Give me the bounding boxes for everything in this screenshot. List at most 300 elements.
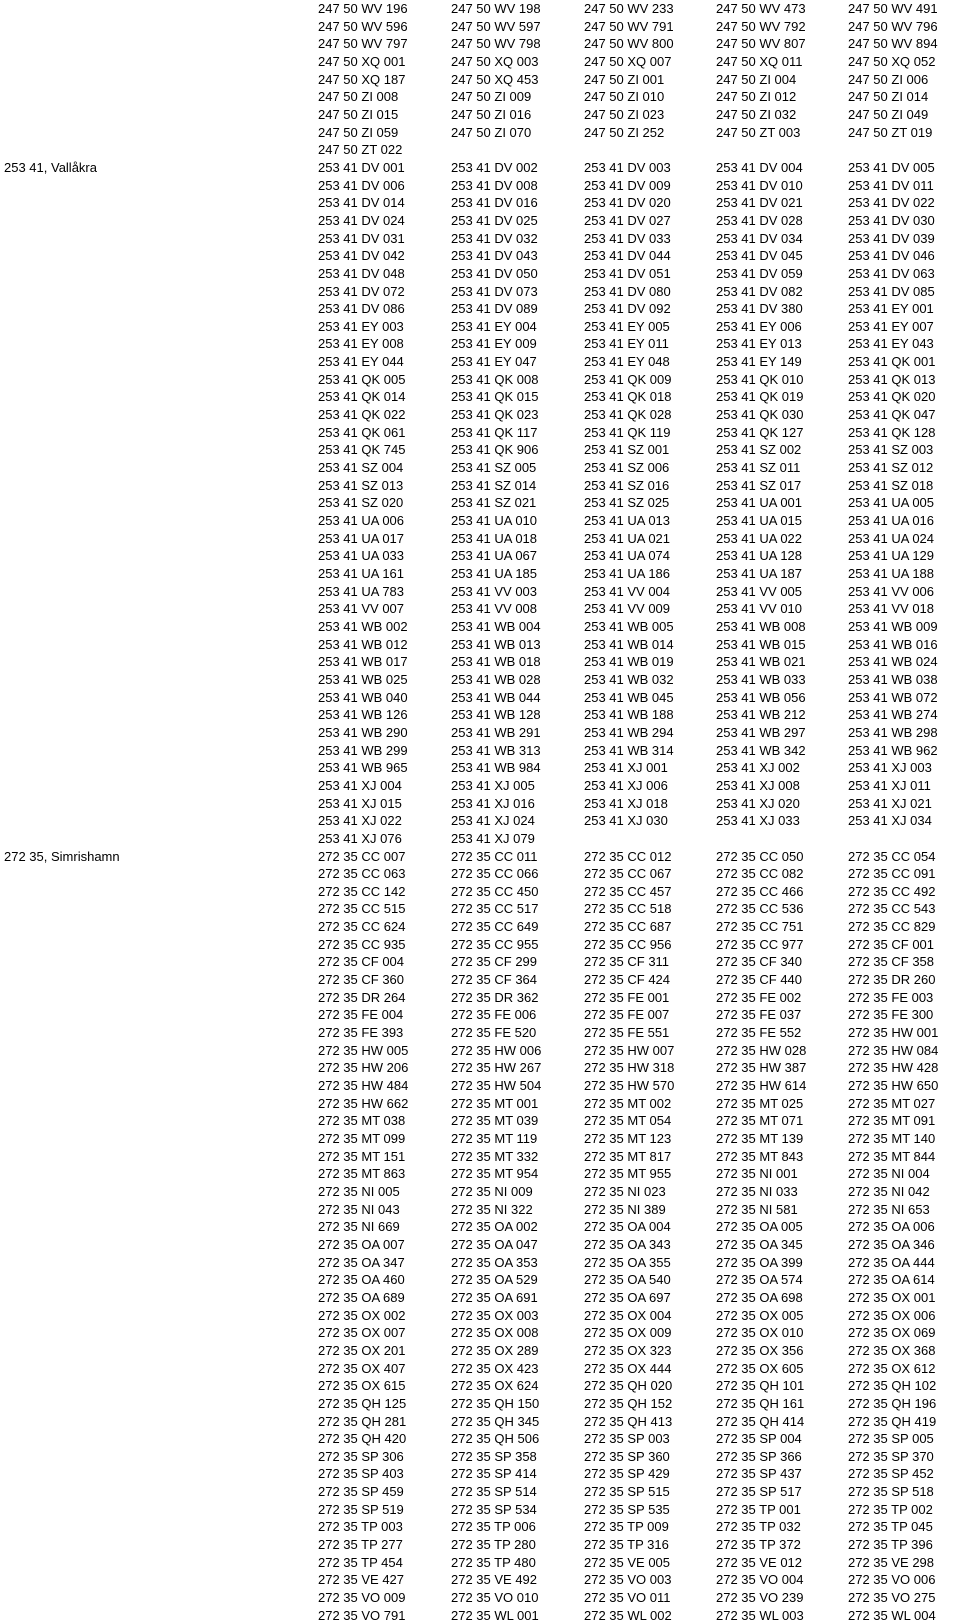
code-cell: 272 35 SP 534 (451, 1501, 537, 1517)
code-cell: 272 35 SP 414 (451, 1466, 537, 1482)
code-cell: 253 41 DV 043 (451, 248, 538, 264)
table-row (0, 1307, 960, 1325)
code-cell: 253 41 QK 008 (451, 371, 539, 387)
table-row (0, 1342, 960, 1360)
code-cell: 272 35 SP 005 (848, 1431, 934, 1447)
code-cell: 253 41 UA 001 (716, 495, 803, 511)
code-cell: 247 50 WV 800 (584, 36, 674, 52)
code-cell: 272 35 NI 004 (848, 1166, 930, 1182)
table-row (0, 1518, 960, 1536)
code-cell: 253 41 UA 021 (584, 530, 671, 546)
table-row (0, 371, 960, 389)
table-row (0, 1148, 960, 1166)
code-cell: 272 35 FE 552 (716, 1025, 802, 1041)
table-row (0, 1536, 960, 1554)
table-row (0, 1024, 960, 1042)
code-cell: 272 35 CF 311 (584, 954, 670, 970)
code-cell: 272 35 CC 751 (716, 919, 804, 935)
code-cell: 253 41 WB 013 (451, 636, 541, 652)
code-cell: 272 35 SP 403 (318, 1466, 404, 1482)
code-cell: 272 35 QH 161 (716, 1395, 805, 1411)
code-cell: 272 35 MT 332 (451, 1148, 539, 1164)
code-cell: 253 41 VV 009 (584, 601, 671, 617)
code-cell: 272 35 OX 069 (848, 1325, 936, 1341)
table-row (0, 1289, 960, 1307)
code-cell: 253 41 WB 299 (318, 742, 408, 758)
code-cell: 272 35 TP 003 (318, 1519, 403, 1535)
code-cell: 253 41 VV 007 (318, 601, 405, 617)
code-cell: 253 41 WB 056 (716, 689, 806, 705)
code-cell: 272 35 QH 150 (451, 1395, 540, 1411)
code-cell: 253 41 QK 009 (584, 371, 672, 387)
code-cell: 272 35 TP 316 (584, 1537, 669, 1553)
code-cell: 253 41 DV 085 (848, 283, 935, 299)
code-cell: 272 35 CC 492 (848, 883, 936, 899)
code-cell: 272 35 TP 280 (451, 1537, 536, 1553)
code-cell: 253 41 UA 187 (716, 566, 803, 581)
code-cell: 272 35 OA 353 (451, 1254, 538, 1270)
table-row (0, 1360, 960, 1378)
table-row (0, 1254, 960, 1272)
code-cell: 272 35 SP 459 (318, 1484, 404, 1500)
code-cell: 253 41 WB 040 (318, 689, 408, 705)
code-cell: 247 50 ZI 070 (451, 124, 532, 140)
code-cell: 253 41 UA 022 (716, 530, 803, 546)
code-cell: 247 50 ZI 015 (318, 106, 399, 122)
code-cell: 253 41 WB 017 (318, 654, 408, 670)
table-row (0, 724, 960, 742)
code-cell: 272 35 DR 264 (318, 989, 406, 1005)
code-cell: 247 50 WV 596 (318, 18, 408, 34)
table-row (0, 900, 960, 918)
code-cell: 272 35 OX 004 (584, 1307, 672, 1323)
code-cell: 272 35 HW 662 (318, 1095, 409, 1111)
code-cell: 253 41 XJ 076 (318, 830, 402, 846)
code-cell: 253 41 QK 019 (716, 389, 804, 405)
code-cell: 272 35 CC 082 (716, 866, 804, 882)
code-cell: 272 35 CC 466 (716, 883, 804, 899)
code-cell: 247 50 XQ 052 (848, 53, 936, 69)
code-cell: 272 35 OX 368 (848, 1342, 936, 1358)
code-cell: 253 41 DV 002 (451, 159, 538, 175)
table-row (0, 106, 960, 124)
code-cell: 272 35 CC 515 (318, 901, 406, 917)
table-row (0, 618, 960, 636)
code-cell: 253 41 VV 006 (848, 583, 935, 599)
code-cell: 272 35 TP 045 (848, 1519, 933, 1535)
code-cell: 247 50 WV 196 (318, 1, 408, 16)
code-cell: 253 41 DV 001 (318, 159, 405, 175)
code-cell: 253 41 XJ 034 (848, 813, 932, 829)
code-cell: 272 35 HW 504 (451, 1078, 542, 1094)
code-cell: 253 41 WB 126 (318, 707, 408, 723)
code-cell: 253 41 QK 047 (848, 407, 936, 423)
code-cell: 272 35 CC 012 (584, 848, 672, 864)
code-cell: 272 35 CC 050 (716, 848, 804, 864)
code-cell: 272 35 MT 039 (451, 1113, 539, 1129)
code-cell: 272 35 OA 444 (848, 1254, 935, 1270)
code-cell: 253 41 QK 119 (584, 424, 671, 440)
code-cell: 272 35 TP 002 (848, 1501, 933, 1517)
code-cell: 253 41 UA 161 (318, 566, 405, 581)
code-cell: 253 41 DV 003 (584, 159, 671, 175)
code-cell: 272 35 OX 624 (451, 1378, 539, 1394)
code-cell: 272 35 OA 343 (584, 1236, 671, 1252)
code-cell: 272 35 FE 004 (318, 1007, 404, 1023)
table-row (0, 971, 960, 989)
place-label: 253 41, Vallåkra (4, 159, 97, 175)
table-row (0, 1165, 960, 1183)
code-cell: 272 35 VO 239 (716, 1590, 804, 1606)
code-cell: 253 41 EY 006 (716, 318, 802, 334)
table-row (0, 989, 960, 1007)
table-row (0, 706, 960, 724)
table-row (0, 936, 960, 954)
code-cell: 253 41 WB 298 (848, 724, 938, 740)
code-cell: 272 35 HW 428 (848, 1060, 939, 1076)
code-cell: 253 41 WB 008 (716, 618, 806, 634)
code-cell: 272 35 VE 492 (451, 1572, 538, 1588)
code-cell: 253 41 EY 044 (318, 354, 404, 370)
code-cell: 247 50 ZI 006 (848, 71, 929, 87)
table-row (0, 1377, 960, 1395)
table-row (0, 230, 960, 248)
table-row (0, 0, 960, 18)
code-cell: 272 35 TP 009 (584, 1519, 669, 1535)
code-cell: 247 50 WV 597 (451, 18, 541, 34)
code-cell: 272 35 OX 323 (584, 1342, 672, 1358)
code-cell: 253 41 QK 745 (318, 442, 406, 458)
code-cell: 253 41 WB 274 (848, 707, 938, 723)
code-cell: 272 35 OX 007 (318, 1325, 406, 1341)
code-cell: 272 35 OX 356 (716, 1342, 804, 1358)
code-cell: 272 35 CF 340 (716, 954, 803, 970)
code-cell: 253 41 SZ 002 (716, 442, 802, 458)
code-cell: 253 41 DV 027 (584, 212, 671, 228)
code-cell: 253 41 SZ 003 (848, 442, 934, 458)
table-row (0, 283, 960, 301)
code-cell: 253 41 UA 186 (584, 566, 671, 581)
code-cell: 253 41 XJ 030 (584, 813, 668, 829)
code-cell: 253 41 SZ 016 (584, 477, 670, 493)
code-cell: 272 35 OA 691 (451, 1289, 538, 1305)
table-row (0, 1430, 960, 1448)
code-cell: 253 41 XJ 020 (716, 795, 800, 811)
code-cell: 253 41 UA 005 (848, 495, 935, 511)
table-row (0, 918, 960, 936)
code-cell: 253 41 DV 063 (848, 265, 935, 281)
code-cell: 272 35 FE 393 (318, 1025, 404, 1041)
code-cell: 272 35 OX 423 (451, 1360, 539, 1376)
code-cell: 253 41 WB 024 (848, 654, 938, 670)
code-cell: 253 41 WB 044 (451, 689, 541, 705)
code-cell: 272 35 OA 689 (318, 1289, 405, 1305)
code-cell: 272 35 OA 006 (848, 1219, 935, 1235)
code-cell: 272 35 HW 387 (716, 1060, 807, 1076)
code-cell: 272 35 MT 025 (716, 1095, 804, 1111)
code-cell: 272 35 QH 345 (451, 1413, 540, 1429)
table-row (0, 424, 960, 442)
table-row (0, 565, 960, 583)
code-cell: 272 35 NI 653 (848, 1201, 930, 1217)
code-cell: 272 35 OA 005 (716, 1219, 803, 1235)
code-cell: 272 35 CC 536 (716, 901, 804, 917)
code-cell: 272 35 SP 535 (584, 1501, 670, 1517)
code-cell: 253 41 WB 028 (451, 671, 541, 687)
code-cell: 272 35 MT 955 (584, 1166, 672, 1182)
code-cell: 272 35 VO 011 (584, 1590, 671, 1606)
table-row (0, 953, 960, 971)
code-cell: 272 35 SP 366 (716, 1448, 802, 1464)
code-cell: 272 35 WL 001 (451, 1607, 539, 1623)
code-cell: 253 41 XJ 024 (451, 813, 535, 829)
table-row (0, 583, 960, 601)
code-cell: 253 41 SZ 012 (848, 460, 934, 476)
code-cell: 253 41 DV 004 (716, 159, 803, 175)
table-row (0, 1448, 960, 1466)
code-cell: 253 41 DV 050 (451, 265, 538, 281)
table-row (0, 1183, 960, 1201)
code-cell: 253 41 WB 072 (848, 689, 938, 705)
code-cell: 247 50 ZT 019 (848, 124, 933, 140)
code-cell: 272 35 NI 581 (716, 1201, 798, 1217)
code-cell: 253 41 DV 028 (716, 212, 803, 228)
code-cell: 247 50 ZI 014 (848, 89, 929, 105)
code-cell: 253 41 WB 294 (584, 724, 674, 740)
code-cell: 253 41 DV 024 (318, 212, 405, 228)
code-cell: 253 41 EY 009 (451, 336, 537, 352)
code-cell: 253 41 DV 080 (584, 283, 671, 299)
code-cell: 272 35 OA 355 (584, 1254, 671, 1270)
code-cell: 253 41 XJ 033 (716, 813, 800, 829)
code-cell: 253 41 QK 005 (318, 371, 406, 387)
table-row (0, 1095, 960, 1113)
code-cell: 253 41 WB 004 (451, 618, 541, 634)
table-row (0, 141, 960, 159)
code-cell: 253 41 VV 010 (716, 601, 803, 617)
code-cell: 247 50 ZI 012 (716, 89, 797, 105)
code-cell: 253 41 UA 006 (318, 513, 405, 529)
code-cell: 272 35 CF 364 (451, 972, 538, 988)
code-cell: 272 35 MT 863 (318, 1166, 406, 1182)
code-cell: 272 35 SP 358 (451, 1448, 537, 1464)
code-cell: 253 41 WB 291 (451, 724, 541, 740)
code-cell: 272 35 SP 519 (318, 1501, 404, 1517)
code-cell: 253 41 WB 045 (584, 689, 674, 705)
code-cell: 272 35 CC 011 (451, 848, 538, 864)
code-cell: 253 41 DV 033 (584, 230, 671, 246)
code-cell: 253 41 XJ 021 (848, 795, 932, 811)
code-cell: 253 41 SZ 005 (451, 460, 537, 476)
code-cell: 253 41 XJ 016 (451, 795, 535, 811)
code-cell: 253 41 QK 018 (584, 389, 672, 405)
code-cell: 272 35 OX 010 (716, 1325, 804, 1341)
code-cell: 253 41 WB 188 (584, 707, 674, 723)
code-cell: 272 35 MT 027 (848, 1095, 936, 1111)
code-cell: 253 41 SZ 014 (451, 477, 537, 493)
table-row (0, 1501, 960, 1519)
code-cell: 253 41 EY 003 (318, 318, 404, 334)
code-cell: 247 50 ZI 049 (848, 106, 929, 122)
code-cell: 272 35 MT 843 (716, 1148, 804, 1164)
code-cell: 253 41 SZ 025 (584, 495, 670, 511)
code-cell: 272 35 CF 360 (318, 972, 405, 988)
code-cell: 272 35 MT 071 (716, 1113, 804, 1129)
code-cell: 272 35 OX 001 (848, 1289, 936, 1305)
code-cell: 253 41 VV 018 (848, 601, 935, 617)
code-cell: 253 41 EY 043 (848, 336, 934, 352)
table-row (0, 653, 960, 671)
code-cell: 272 35 QH 506 (451, 1431, 540, 1447)
code-cell: 272 35 CC 142 (318, 883, 406, 899)
code-cell: 272 35 DR 260 (848, 972, 936, 988)
code-cell: 272 35 OX 201 (318, 1342, 406, 1358)
code-cell: 272 35 SP 003 (584, 1431, 670, 1447)
code-cell: 253 41 EY 007 (848, 318, 934, 334)
code-cell: 272 35 HW 650 (848, 1078, 939, 1094)
table-row (0, 830, 960, 848)
code-cell: 253 41 DV 032 (451, 230, 538, 246)
code-cell: 272 35 OX 615 (318, 1378, 406, 1394)
table-row (0, 494, 960, 512)
code-cell: 272 35 CC 091 (848, 866, 936, 882)
code-cell: 253 41 SZ 018 (848, 477, 934, 493)
code-cell: 247 50 ZI 023 (584, 106, 665, 122)
code-cell: 253 41 QK 030 (716, 407, 804, 423)
table-row (0, 1077, 960, 1095)
table-row (0, 18, 960, 36)
code-cell: 272 35 VE 298 (848, 1554, 935, 1570)
code-cell: 272 35 HW 267 (451, 1060, 542, 1076)
code-cell: 272 35 VO 010 (451, 1590, 539, 1606)
code-cell: 247 50 WV 796 (848, 18, 938, 34)
code-cell: 247 50 ZI 059 (318, 124, 399, 140)
code-cell: 247 50 WV 894 (848, 36, 938, 52)
code-cell: 272 35 CC 457 (584, 883, 672, 899)
table-row (0, 300, 960, 318)
code-cell: 272 35 FE 520 (451, 1025, 537, 1041)
code-cell: 272 35 QH 152 (584, 1395, 673, 1411)
code-cell: 272 35 TP 396 (848, 1537, 933, 1553)
table-row (0, 159, 960, 177)
code-cell: 253 41 UA 188 (848, 566, 935, 581)
code-cell: 253 41 QK 028 (584, 407, 672, 423)
code-cell: 272 35 SP 514 (451, 1484, 537, 1500)
code-cell: 247 50 WV 198 (451, 1, 541, 16)
code-cell: 272 35 MT 844 (848, 1148, 936, 1164)
code-cell: 272 35 MT 001 (451, 1095, 539, 1111)
code-cell: 247 50 ZI 252 (584, 124, 665, 140)
code-cell: 272 35 FE 037 (716, 1007, 802, 1023)
code-cell: 272 35 CC 649 (451, 919, 539, 935)
code-cell: 272 35 OA 529 (451, 1272, 538, 1288)
code-cell: 272 35 QH 420 (318, 1431, 407, 1447)
code-cell: 253 41 UA 024 (848, 530, 935, 546)
code-cell: 253 41 UA 015 (716, 513, 803, 529)
code-cell: 253 41 WB 290 (318, 724, 408, 740)
table-row (0, 194, 960, 212)
code-cell: 272 35 OA 614 (848, 1272, 935, 1288)
code-cell: 253 41 DV 082 (716, 283, 803, 299)
code-cell: 253 41 DV 092 (584, 301, 671, 317)
table-row (0, 812, 960, 830)
code-cell: 253 41 UA 018 (451, 530, 538, 546)
table-row (0, 1006, 960, 1024)
code-cell: 272 35 NI 322 (451, 1201, 533, 1217)
code-cell: 253 41 WB 021 (716, 654, 806, 670)
table-row (0, 547, 960, 565)
code-cell: 272 35 HW 614 (716, 1078, 807, 1094)
code-cell: 272 35 OX 002 (318, 1307, 406, 1323)
code-cell: 272 35 OX 444 (584, 1360, 672, 1376)
code-cell: 272 35 OA 002 (451, 1219, 538, 1235)
code-cell: 253 41 DV 014 (318, 195, 405, 211)
code-cell: 272 35 SP 452 (848, 1466, 934, 1482)
code-cell: 247 50 ZI 001 (584, 71, 665, 87)
code-cell: 253 41 VV 004 (584, 583, 671, 599)
code-cell: 272 35 HW 005 (318, 1042, 409, 1058)
code-cell: 272 35 CC 007 (318, 848, 406, 864)
code-cell: 253 41 XJ 002 (716, 760, 800, 776)
table-row (0, 512, 960, 530)
code-cell: 253 41 UA 129 (848, 548, 935, 564)
code-cell: 253 41 DV 011 (848, 177, 934, 193)
code-cell: 253 41 QK 127 (716, 424, 804, 440)
table-row (0, 1130, 960, 1148)
code-cell: 272 35 WL 003 (716, 1607, 804, 1623)
code-cell: 272 35 CC 955 (451, 936, 539, 952)
code-cell: 253 41 VV 003 (451, 583, 538, 599)
code-cell: 253 41 DV 072 (318, 283, 405, 299)
table-row (0, 636, 960, 654)
code-cell: 272 35 NI 042 (848, 1183, 930, 1199)
code-cell: 253 41 SZ 006 (584, 460, 670, 476)
code-cell: 272 35 QH 196 (848, 1395, 937, 1411)
code-cell: 272 35 CC 054 (848, 848, 936, 864)
code-cell: 247 50 ZI 010 (584, 89, 665, 105)
code-cell: 272 35 VO 275 (848, 1590, 936, 1606)
code-cell: 272 35 HW 007 (584, 1042, 675, 1058)
code-cell: 247 50 ZT 003 (716, 124, 801, 140)
code-cell: 247 50 WV 798 (451, 36, 541, 52)
code-cell: 253 41 DV 046 (848, 248, 935, 264)
code-cell: 272 35 MT 038 (318, 1113, 406, 1129)
table-row (0, 35, 960, 53)
code-cell: 253 41 UA 067 (451, 548, 538, 564)
code-cell: 253 41 WB 005 (584, 618, 674, 634)
code-cell: 253 41 QK 061 (318, 424, 406, 440)
code-cell: 272 35 CF 004 (318, 954, 405, 970)
code-cell: 253 41 WB 015 (716, 636, 806, 652)
code-cell: 253 41 SZ 021 (451, 495, 537, 511)
code-cell: 253 41 XJ 001 (584, 760, 668, 776)
table-row (0, 795, 960, 813)
code-cell: 247 50 ZI 032 (716, 106, 797, 122)
code-cell: 272 35 NI 669 (318, 1219, 400, 1235)
code-cell: 272 35 MT 140 (848, 1131, 936, 1146)
code-cell: 247 50 ZI 008 (318, 89, 399, 105)
code-cell: 253 41 XJ 008 (716, 777, 800, 793)
code-cell: 253 41 DV 073 (451, 283, 538, 299)
code-cell: 253 41 WB 018 (451, 654, 541, 670)
code-cell: 247 50 ZI 009 (451, 89, 532, 105)
code-cell: 272 35 SP 437 (716, 1466, 802, 1482)
code-cell: 272 35 OX 003 (451, 1307, 539, 1323)
table-row (0, 671, 960, 689)
code-cell: 272 35 HW 028 (716, 1042, 807, 1058)
code-cell: 253 41 DV 380 (716, 301, 803, 317)
code-cell: 272 35 MT 139 (716, 1131, 804, 1146)
